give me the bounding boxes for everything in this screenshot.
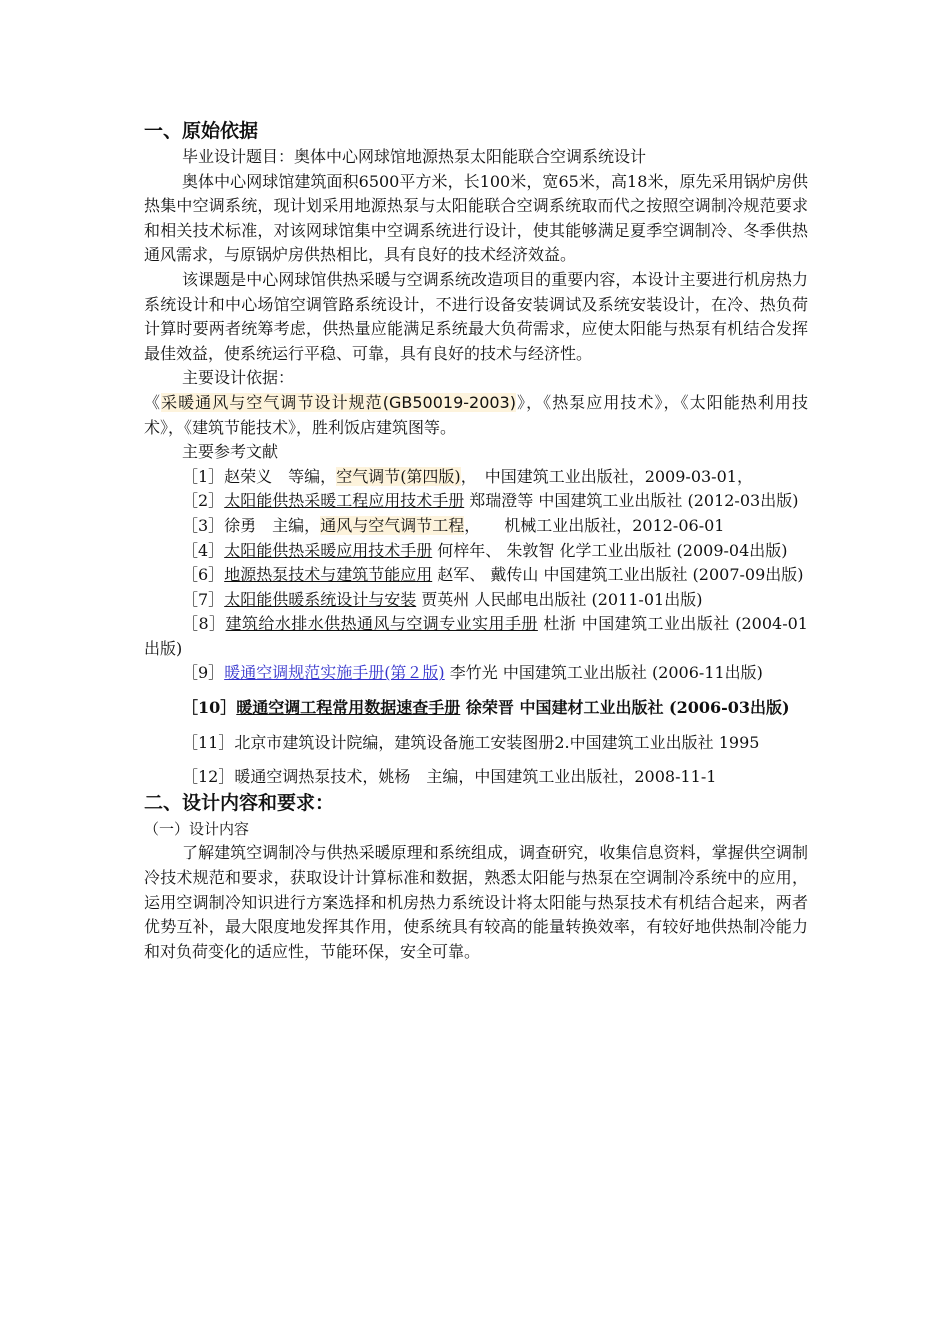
ref7-suffix: 贾英州 人民邮电出版社 (2011-01出版) bbox=[416, 589, 703, 609]
section2-title: 二、设计内容和要求： bbox=[144, 791, 335, 814]
ref7-prefix: ［7］ bbox=[182, 589, 225, 609]
refs-label: 主要参考文献 bbox=[182, 442, 279, 462]
basis-list bbox=[144, 391, 808, 440]
ref1-prefix: ［1］赵荣义 等编， bbox=[182, 466, 337, 486]
reference-item-6 bbox=[144, 563, 808, 588]
reference-item-3 bbox=[144, 514, 808, 539]
ref8-title-link[interactable]: 建筑给水排水供热通风与空调专业实用手册 bbox=[225, 614, 538, 634]
basis-pre: 《 bbox=[144, 392, 162, 412]
ref1-suffix: ， 中国建筑工业出版社，2009-03-01， bbox=[460, 466, 753, 486]
ref2-prefix: ［2］ bbox=[182, 491, 225, 511]
reference-item-8 bbox=[144, 612, 808, 661]
ref8-suffix: 杜浙 中国建筑工业出版社 (2004-01出版) bbox=[144, 614, 808, 658]
section2-para1: 了解建筑空调制冷与供热采暖原理和系统组成，调查研究，收集信息资料，掌握供空调制冷技术规范和要求，获取设计计算标准和数据，熟悉太阳能与热泵在空调制冷系统中的应用，运用空调制冷知识进行方案选择和机房热力系统设计将太阳能与热泵技术有机结合起来，两者优势互补，最大限度地发挥其作用，使系统具有较高的能量转换效率，有较好地供热制冷能力和对负荷变化的适应性，节能环保，安全可靠。 bbox=[144, 843, 808, 961]
design-topic: 毕业设计题目：奥体中心网球馆地源热泵太阳能联合空调系统设计 bbox=[182, 147, 647, 166]
reference-item-2 bbox=[144, 489, 808, 514]
section1-para2: 该课题是中心网球馆供热采暖与空调系统改造项目的重要内容，本设计主要进行机房热力系统设计和中心场馆空调管路系统设计，不进行设备安装调试及系统安装设计，在冷、热负荷计算时要两者统筹考虑，供热量应能满足系统最大负荷需求，应使太阳能与热泵有机结合发挥最佳效益，使系统运行平稳、可靠，具有良好的技术与经济性。 bbox=[144, 269, 808, 363]
ref4-title-link[interactable]: 太阳能供热采暖应用技术手册 bbox=[224, 540, 433, 560]
ref10-title-link[interactable]: 暖通空调工程常用数据速查手册 bbox=[236, 698, 461, 718]
ref6-title-link[interactable]: 地源热泵技术与建筑节能应用 bbox=[224, 565, 433, 585]
section1-para1: 奥体中心网球馆建筑面积6500平方米，长100米，宽65米，高18米，原先采用锅炉房供热集中空调系统，现计划采用地源热泵与太阳能联合空调系统取而代之按照空调制冷规范要求和相关技术标准，对该网球馆集中空调系统进行设计，使其能够满足夏季空调制冷、冬季供热通风需求，与原锅炉房供热相比，具有良好的技术经济效益。 bbox=[144, 171, 808, 265]
reference-item-11: ［11］北京市建筑设计院编，建筑设备施工安装图册2.中国建筑工业出版社 1995 bbox=[182, 732, 760, 752]
basis-label: 主要设计依据： bbox=[182, 368, 295, 388]
ref2-title-link[interactable]: 太阳能供热采暖工程应用技术手册 bbox=[224, 491, 465, 511]
ref1-highlight-link[interactable]: 空气调节(第四版) bbox=[336, 466, 461, 486]
reference-item-12: ［12］暖通空调热泵技术，姚杨 主编，中国建筑工业出版社，2008-11-1 bbox=[182, 767, 717, 787]
reference-item-1 bbox=[144, 465, 808, 490]
section1-title: 一、原始依据 bbox=[144, 120, 259, 142]
ref6-suffix: 赵军、 戴传山 中国建筑工业出版社 (2007-09出版) bbox=[432, 565, 804, 585]
ref7-title-link[interactable]: 太阳能供暖系统设计与安装 bbox=[224, 589, 417, 609]
ref2-suffix: 郑瑞澄等 中国建筑工业出版社 (2012-03出版) bbox=[464, 491, 799, 511]
reference-item-9 bbox=[144, 661, 808, 686]
ref10-prefix: ［10］ bbox=[182, 698, 237, 718]
section2-subtitle: （一）设计内容 bbox=[144, 819, 250, 838]
ref4-suffix: 何梓年、 朱敦智 化学工业出版社 (2009-04出版) bbox=[432, 540, 788, 560]
ref9-prefix: ［9］ bbox=[182, 663, 225, 683]
reference-item-7 bbox=[144, 588, 808, 613]
ref9-title-link[interactable]: 暖通空调规范实施手册(第２版) bbox=[224, 663, 445, 683]
ref3-suffix: ， 机械工业出版社，2012-06-01 bbox=[464, 515, 725, 535]
ref8-prefix: ［8］ bbox=[182, 614, 226, 634]
document-page bbox=[144, 118, 808, 964]
ref3-prefix: ［3］徐勇 主编， bbox=[182, 515, 321, 535]
ref9-suffix: 李竹光 中国建筑工业出版社 (2006-11出版) bbox=[444, 663, 763, 683]
basis-highlight-link[interactable]: 采暖通风与空气调节设计规范(GB50019-2003) bbox=[161, 392, 516, 412]
reference-item-10 bbox=[144, 696, 808, 721]
ref6-prefix: ［6］ bbox=[182, 565, 225, 585]
reference-item-4 bbox=[144, 539, 808, 564]
basis-post: 》，《热泵应用技术》，《太阳能热利用技术》，《建筑节能技术》，胜利饭店建筑图等。 bbox=[144, 392, 808, 437]
ref10-suffix: 徐荣晋 中国建材工业出版社 (2006-03出版) bbox=[460, 698, 790, 718]
ref3-highlight-link[interactable]: 通风与空气调节工程 bbox=[320, 515, 465, 535]
ref4-prefix: ［4］ bbox=[182, 540, 225, 560]
